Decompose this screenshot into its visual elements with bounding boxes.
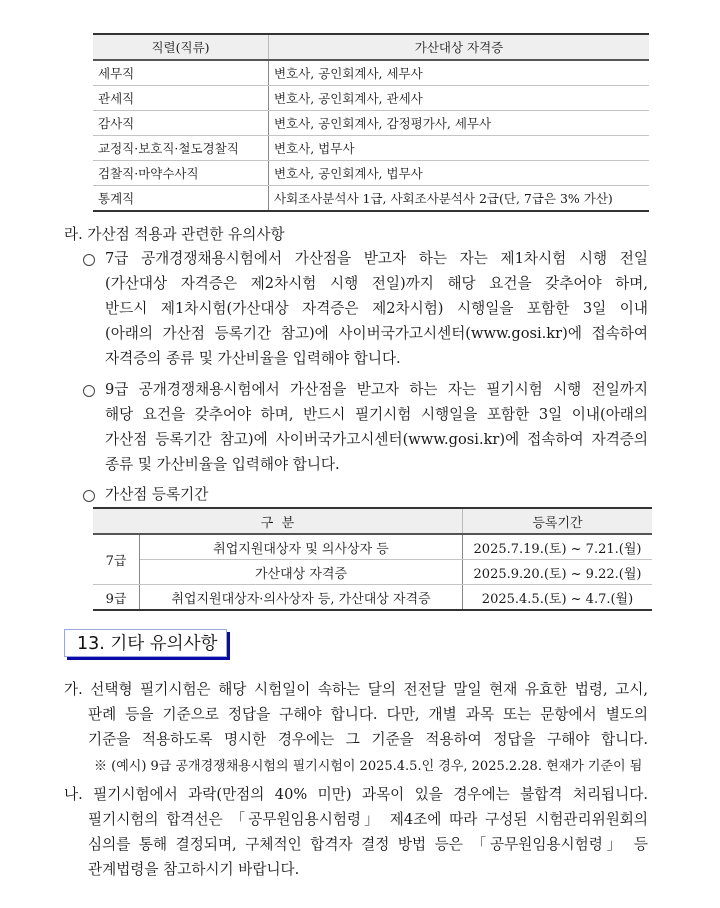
- table-row: [93, 560, 652, 585]
- certificates-cell: 변호사, 법무사: [269, 136, 650, 161]
- period-cell: 2025.9.20.(토) ~ 9.22.(월): [463, 560, 653, 585]
- column-header-certificates: 가산대상 자격증: [269, 34, 650, 60]
- bullet1-line-4: (아래의 가산점 등록기간 참고)에 사이버국가고시센터(www.gosi.kr)에 접속하여: [105, 325, 648, 342]
- item-na-line-2: 필기시험의 합격선은 「공무원임용시험령」 제4조에 따라 구성된 시험관리위원회의: [88, 811, 648, 828]
- position-cell: 감사직: [93, 111, 269, 136]
- certificates-cell: 변호사, 공인회계사, 감정평가사, 세무사: [269, 111, 650, 136]
- position-cell: 관세직: [93, 86, 269, 111]
- grade-cell: 9급: [93, 585, 140, 611]
- position-cell: 통계직: [93, 186, 269, 212]
- item-ga-line-2: 판례 등을 기준으로 정답을 구해야 합니다. 다만, 개별 과목 또는 문항에서 별도의: [88, 706, 648, 723]
- bullet2-line-3: 가산점 등록기간 참고)에 사이버국가고시센터(www.gosi.kr)에 접속하여 자격증의: [105, 431, 648, 448]
- registration-period-table: [93, 507, 652, 611]
- category-cell: 취업지원대상자 및 의사상자 등: [140, 534, 463, 560]
- table-row: [93, 585, 652, 611]
- table-row: [93, 534, 652, 560]
- position-cell: 교정직·보호직·철도경찰직: [93, 136, 269, 161]
- bullet1-line-5: 자격증의 종류 및 가산비율을 입력해야 합니다.: [105, 350, 401, 367]
- category-cell: 취업지원대상자·의사상자 등, 가산대상 자격증: [140, 585, 463, 611]
- certificates-cell: 사회조사분석사 1급, 사회조사분석사 2급(단, 7급은 3% 가산): [274, 191, 613, 206]
- subsection-title-ra: 라. 가산점 적용과 관련한 유의사항: [64, 226, 285, 243]
- certificates-cell: 변호사, 공인회계사, 관세사: [269, 86, 650, 111]
- item-ga-line-3: 기준을 적용하도록 명시한 경우에는 그 기준을 적용하여 정답을 구해야 합니다.: [88, 731, 648, 748]
- circle-bullet-icon: [83, 490, 95, 502]
- item-na-line-3: 심의를 통해 결정되며, 구체적인 합격자 결정 방법 등은 「공무원임용시험령」 등: [88, 836, 648, 853]
- column-header-category: 구 분: [93, 508, 463, 534]
- category-cell: 가산대상 자격증: [140, 560, 463, 585]
- item-na-line-4: 관계법령을 참고하시기 바랍니다.: [88, 861, 300, 878]
- table-row: [93, 136, 649, 161]
- bullet1-line-2: (가산대상 자격증은 제2차시험 시행 전일)까지 해당 요건을 갖추어야 하며,: [105, 275, 648, 292]
- table-row: [93, 186, 649, 212]
- grade-cell: 7급: [93, 534, 140, 585]
- circle-bullet-icon: [83, 254, 95, 266]
- bullet2-line-4: 종류 및 가산비율을 입력해야 합니다.: [105, 456, 340, 473]
- table-row: [93, 86, 649, 111]
- bullet3-title: 가산점 등록기간: [105, 486, 209, 503]
- certificates-cell: 변호사, 공인회계사, 세무사: [269, 60, 650, 86]
- example-note: ※ (예시) 9급 공개경쟁채용시험의 필기시험이 2025.4.5.인 경우, 2025.2.28. 현재가 기준이 됨: [94, 759, 643, 774]
- column-header-position: 직렬(직류): [93, 34, 269, 60]
- bullet2-line-2: 해당 요건을 갖추어야 하며, 반드시 필기시험 시행일을 포함한 3일 이내(아래의: [105, 406, 648, 423]
- bullet2-line-1: 9급 공개경쟁채용시험에서 가산점을 받고자 하는 자는 필기시험 시행 전일까지: [105, 381, 648, 398]
- table-row: [93, 60, 649, 86]
- item-ga-line-1: 가. 선택형 필기시험은 해당 시험일이 속하는 달의 전전달 말일 현재 유효한 법령, 고시,: [64, 681, 648, 698]
- position-cell: 검찰직·마약수사직: [93, 161, 269, 186]
- table-row: [93, 111, 649, 136]
- period-cell: 2025.7.19.(토) ~ 7.21.(월): [463, 534, 653, 560]
- column-header-period: 등록기간: [463, 508, 653, 534]
- table-header-row: [93, 34, 649, 60]
- table-header-row: [93, 508, 652, 534]
- item-na-line-1: 나. 필기시험에서 과락(만점의 40% 미만) 과목이 있을 경우에는 불합격 처리됩니다.: [64, 786, 648, 803]
- certificates-cell: 변호사, 공인회계사, 법무사: [269, 161, 650, 186]
- circle-bullet-icon: [83, 385, 95, 397]
- bullet1-line-3: 반드시 제1차시험(가산대상 자격증은 제2차시험) 시행일을 포함한 3일 이내: [105, 300, 648, 317]
- position-cell: 세무직: [93, 60, 269, 86]
- bullet1-line-1: 7급 공개경쟁채용시험에서 가산점을 받고자 하는 자는 제1차시험 시행 전일: [105, 250, 648, 267]
- qualification-table: [93, 33, 649, 212]
- period-cell: 2025.4.5.(토) ~ 4.7.(월): [481, 591, 634, 607]
- section-header-13: 13. 기타 유의사항: [64, 629, 227, 657]
- table-row: [93, 161, 649, 186]
